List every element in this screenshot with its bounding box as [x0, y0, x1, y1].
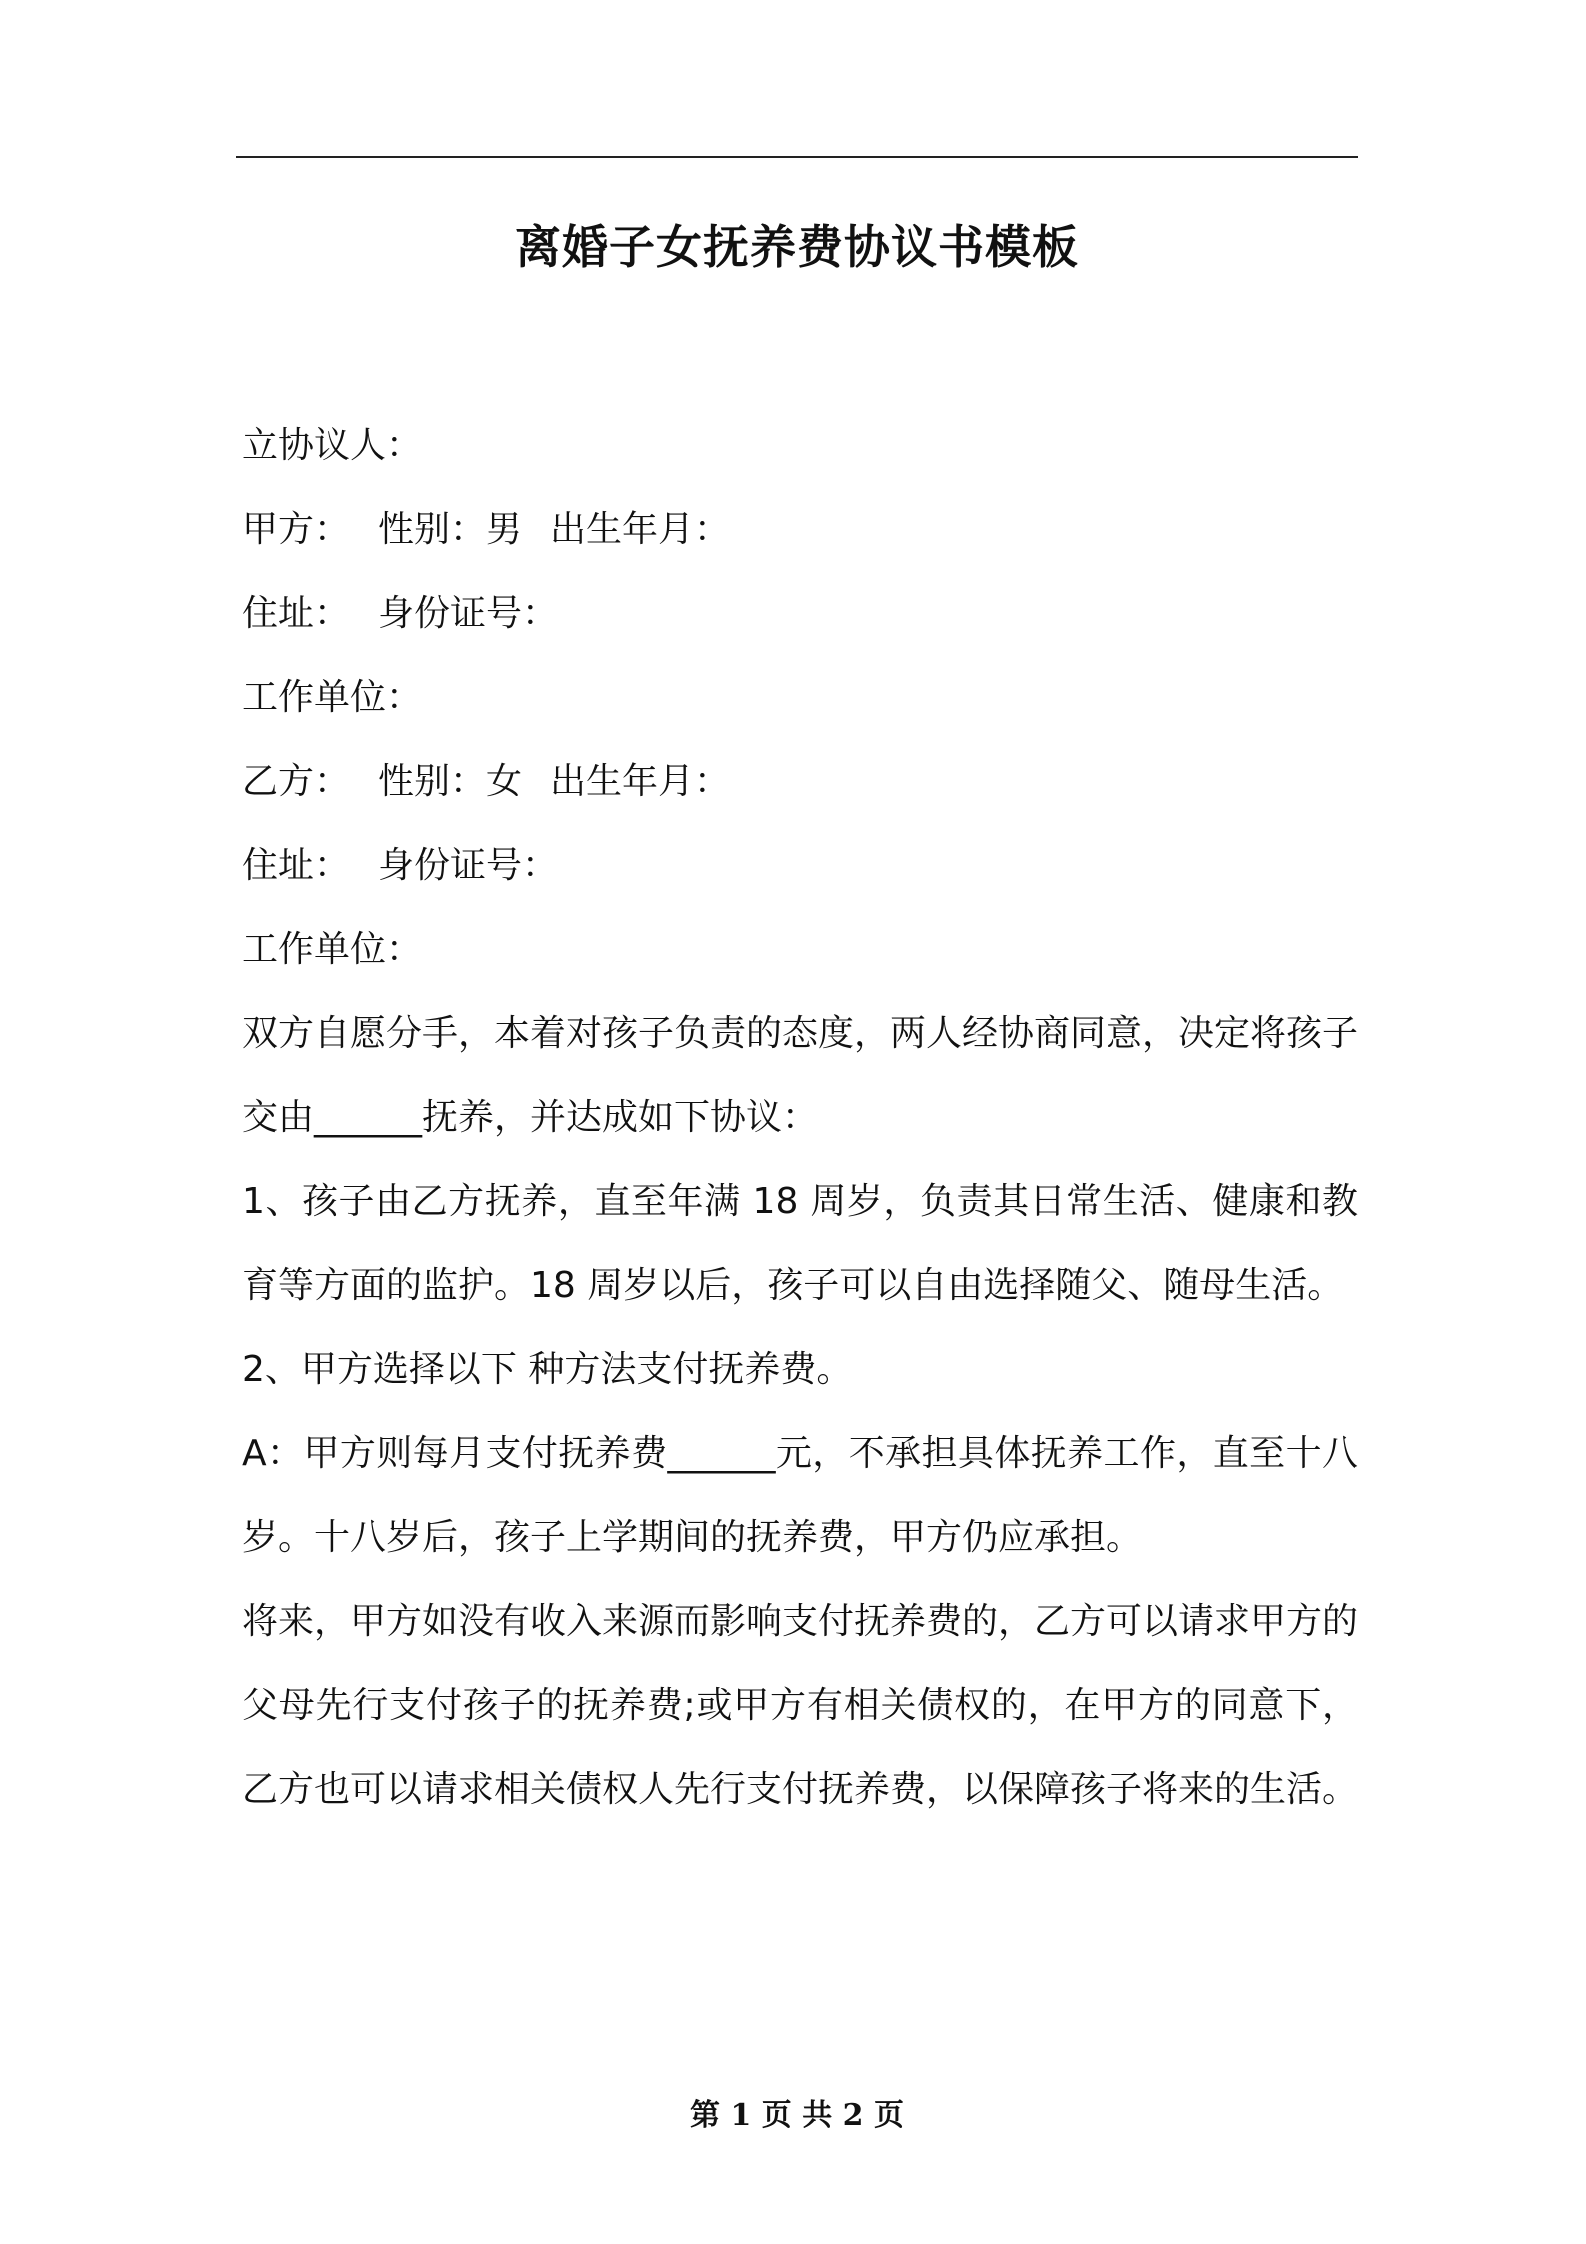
- party-b-address-line: [242, 824, 1358, 908]
- party-b-work-line: 工作单位：: [242, 929, 423, 970]
- party-a-address-label: 住址：: [242, 593, 351, 634]
- paragraph-clause-1: 1、孩子由乙方抚养，直至年满 18 周岁，负责其日常生活、健康和教育等方面的监护。18 周岁以后，孩子可以自由选择随父、随母生活。: [242, 1181, 1358, 1306]
- party-b-address-label: 住址：: [242, 845, 351, 886]
- party-a-address-line: [242, 572, 1358, 656]
- party-a-gender: 性别：男: [378, 509, 523, 550]
- document-body: [242, 404, 1358, 1832]
- party-b-birth: 出生年月：: [550, 761, 731, 802]
- party-b-line: [242, 740, 1358, 824]
- header-rule: [236, 156, 1358, 158]
- party-b-label: 乙方：: [242, 761, 351, 802]
- paragraph-option-a: A：甲方则每月支付抚养费______元，不承担具体抚养工作，直至十八岁。十八岁后，孩子上学期间的抚养费，甲方仍应承担。: [242, 1433, 1358, 1558]
- party-b-id-label: 身份证号：: [378, 845, 559, 886]
- party-a-label: 甲方：: [242, 509, 351, 550]
- document-title: 离婚子女抚养费协议书模板: [515, 220, 1079, 274]
- party-a-id-label: 身份证号：: [378, 593, 559, 634]
- party-b-gender: 性别：女: [378, 761, 523, 802]
- party-a-line: [242, 488, 1358, 572]
- paragraph-clause-2: 2、甲方选择以下 种方法支付抚养费。: [242, 1349, 853, 1390]
- party-a-work-line: 工作单位：: [242, 677, 423, 718]
- paragraph-future: 将来，甲方如没有收入来源而影响支付抚养费的，乙方可以请求甲方的父母先行支付孩子的抚养费;或甲方有相关债权的，在甲方的同意下，乙方也可以请求相关债权人先行支付抚养费，以保障孩子将来的生活。: [242, 1601, 1359, 1810]
- page-number-footer: 第 1 页 共 2 页: [690, 2098, 904, 2133]
- party-a-birth: 出生年月：: [550, 509, 731, 550]
- paragraph-intro: 双方自愿分手，本着对孩子负责的态度，两人经协商同意，决定将孩子交由______抚养，并达成如下协议：: [242, 1013, 1359, 1138]
- signatories-line: 立协议人：: [242, 425, 423, 466]
